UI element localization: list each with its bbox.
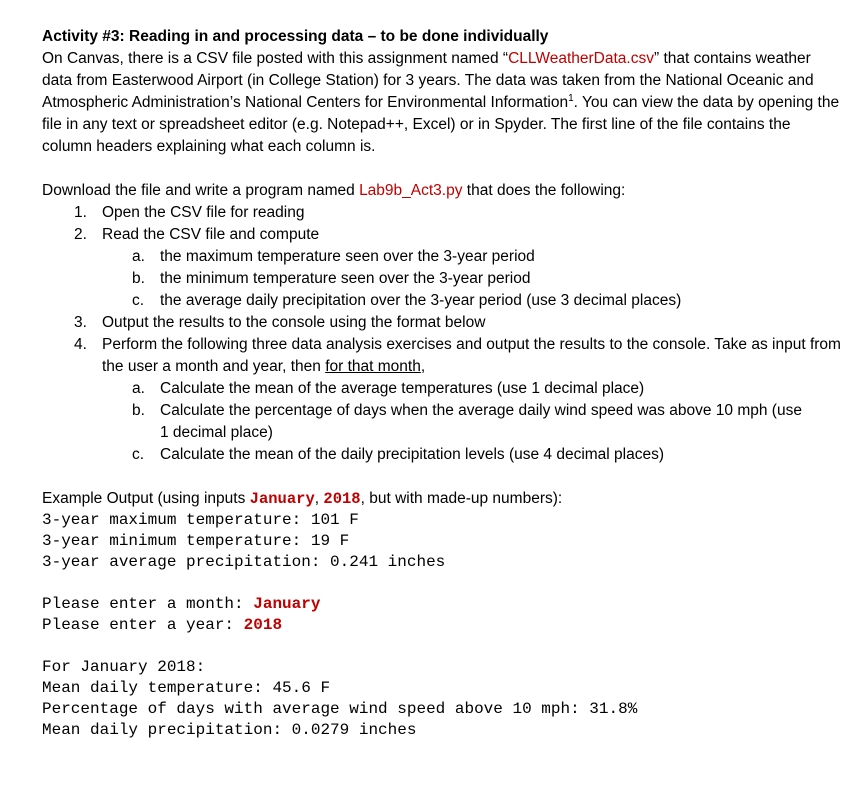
- sub-text: the average daily precipitation over the 3-year period (use 3 decimal places): [160, 292, 682, 309]
- intro-paragraph: [42, 48, 842, 158]
- sub-text: Calculate the mean of the average temperatures (use 1 decimal place): [160, 380, 645, 397]
- csv-filename: CLLWeatherData.csv: [508, 50, 654, 67]
- step-text-underlined: for that month: [325, 358, 421, 375]
- list-item: [102, 246, 842, 268]
- output-line: Percentage of days with average wind speed above 10 mph: 31.8%: [42, 700, 638, 718]
- list-item: [102, 290, 842, 312]
- list-item: [102, 378, 842, 400]
- prompt-line: [42, 615, 842, 636]
- step-text-post: ,: [420, 358, 426, 375]
- sub-text: the maximum temperature seen over the 3-year period: [160, 248, 535, 265]
- output-line: 3-year maximum temperature: 101 F: [42, 511, 359, 529]
- output-line: 3-year minimum temperature: 19 F: [42, 532, 350, 550]
- input-month-value: January: [253, 595, 321, 613]
- input-year-value: 2018: [243, 616, 283, 634]
- task-lead: Download the file and write a program named: [42, 182, 360, 199]
- task-tail: that does the following:: [462, 182, 626, 199]
- task-paragraph: [42, 180, 842, 202]
- sub-text: Calculate the mean of the daily precipitation levels (use 4 decimal places): [160, 446, 665, 463]
- prompt-month-text: Please enter a month:: [42, 595, 254, 613]
- output-line: 3-year average precipitation: 0.241 inches: [42, 553, 446, 571]
- list-item: [42, 224, 842, 246]
- example-lead: Example Output (using inputs: [42, 490, 250, 507]
- footnote-marker: 1: [568, 92, 574, 104]
- steps-list-cont: [42, 312, 842, 378]
- list-item: [42, 312, 842, 334]
- sub-letter: c.: [132, 446, 145, 463]
- sub-letter: a.: [132, 380, 145, 397]
- step-text-pre: Perform the following three data analysis exercises and output the results to the console. Take as input from the user a month and year, then: [102, 336, 841, 375]
- output-line: Mean daily temperature: 45.6 F: [42, 679, 331, 697]
- program-filename: Lab9b_Act3.py: [359, 182, 463, 199]
- step-text: Open the CSV file for reading: [102, 204, 305, 221]
- list-item: [102, 444, 842, 466]
- output-line: Mean daily precipitation: 0.0279 inches: [42, 721, 417, 739]
- prompt-year-text: Please enter a year:: [42, 616, 244, 634]
- list-item: [42, 202, 842, 224]
- example-heading: [42, 488, 842, 510]
- sub-letter: a.: [132, 248, 145, 265]
- step-text: Read the CSV file and compute: [102, 226, 320, 243]
- document-page: [42, 26, 842, 741]
- activity-title: Activity #3: Reading in and processing data – to be done individually: [42, 28, 549, 45]
- list-item: [42, 334, 842, 378]
- example-year: 2018: [323, 490, 361, 508]
- sub-letter: b.: [132, 402, 145, 419]
- step2-sublist: [42, 246, 842, 312]
- example-tail: , but with made-up numbers):: [360, 490, 563, 507]
- list-item: [102, 268, 842, 290]
- step-number: 4.: [74, 336, 87, 353]
- sub-text: Calculate the percentage of days when the average daily wind speed was above 10 mph (use 1 decimal place): [160, 402, 802, 441]
- step4-sublist: [42, 378, 842, 466]
- example-comma: ,: [314, 490, 324, 507]
- example-month: January: [249, 490, 315, 508]
- step-text: Output the results to the console using the format below: [102, 314, 486, 331]
- list-item: [102, 400, 842, 444]
- sub-letter: c.: [132, 292, 145, 309]
- intro-text-3: . You can view the data by opening the file in any text or spreadsheet editor (e.g. Notepad++, Excel) or in Spyder. The first line of the file contains the column headers explaining what each column is.: [42, 94, 840, 155]
- intro-text-1: On Canvas, there is a CSV file posted with this assignment named “: [42, 50, 509, 67]
- steps-list: [42, 202, 842, 246]
- step-number: 2.: [74, 226, 87, 243]
- prompt-line: [42, 594, 842, 615]
- step-number: 3.: [74, 314, 87, 331]
- intro-text-2: ” that contains weather data from Easterwood Airport (in College Station) for 3 years. The data was taken from the National Oceanic and Atmospheric Administration’s National Centers for Environmental Information: [42, 50, 814, 111]
- output-line: For January 2018:: [42, 658, 206, 676]
- sub-letter: b.: [132, 270, 145, 287]
- step-number: 1.: [74, 204, 87, 221]
- sub-text: the minimum temperature seen over the 3-year period: [160, 270, 531, 287]
